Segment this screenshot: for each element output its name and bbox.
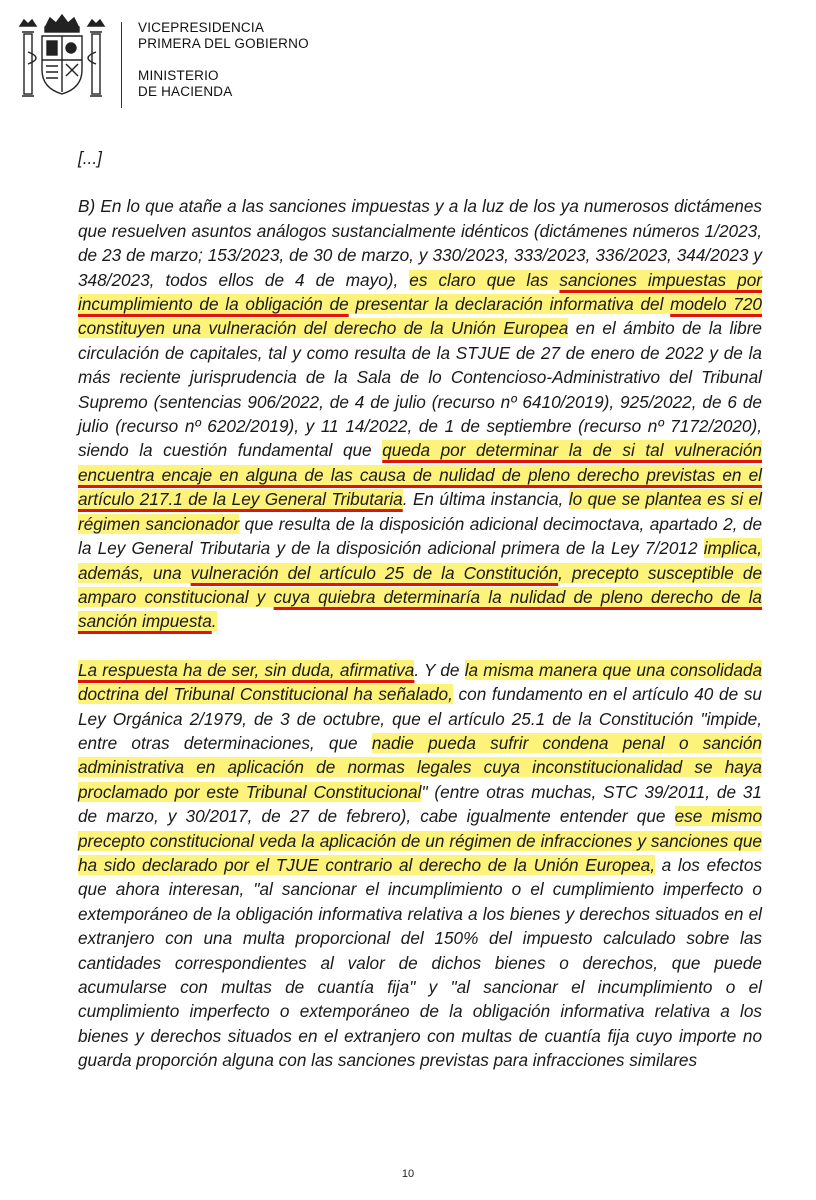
highlighted-text: presentar la declaración informativa del (348, 294, 671, 315)
text-run: en el ámbito de la libre circulación de capitales, tal y como resulta de la STJUE de 27 de enero de 2022 y de la más reciente jurisprudencia de la Sala de lo Contencioso-Administrativo del Tribunal Supremo (sentencias 906/2022, de 4 de julio (recurso nº 6410/2019), 925/2022, de 6 de julio (recurso nº 6202/2019), y 11 14/2022, de 1 de septiembre (recurso nº 7172/2020), siendo la cuestión fundamental que (78, 318, 762, 461)
letterhead-divider (121, 22, 122, 108)
highlighted-text: implica, además, una (78, 538, 762, 583)
highlighted-text: . (211, 611, 217, 632)
highlighted-text: es claro que las (409, 269, 560, 290)
highlighted-underlined-text: modelo 720 (670, 294, 762, 315)
highlighted-underlined-text: vulneración del artículo 25 de la Constitución (190, 562, 559, 583)
text-run: . Y de (414, 659, 465, 680)
ellipsis: [...] (78, 148, 102, 168)
letterhead (14, 12, 414, 112)
document-body (78, 146, 762, 1073)
page-number: 10 (401, 1168, 415, 1180)
text-run: " (entre otras muchas, STC 39/2011, de 31 de marzo, y 30/2017, de 27 de febrero), cabe igualmente entender que (78, 781, 762, 827)
highlighted-text: constituyen una vulneración del derecho de la Unión Europea (78, 318, 569, 339)
highlighted-text: , precepto susceptible de amparo constitucional y (78, 562, 763, 607)
highlighted-underlined-text: sanciones impuestas por incumplimiento de la obligación de (78, 269, 763, 315)
highlighted-underlined-text: La respuesta ha de ser, sin duda, afirmativa (78, 659, 415, 680)
ministry-line-1: VICEPRESIDENCIA (138, 20, 265, 35)
highlighted-underlined-text: queda por determinar la de si tal vulneración encuentra encaje en alguna de las causa de nulidad de pleno derecho previstas en el artículo 217.1 de la Ley General Tributaria (78, 440, 762, 510)
highlighted-text: lo que se plantea es si el régimen sancionador (78, 489, 762, 534)
highlighted-underlined-text: cuya quiebra determinaría la nulidad de pleno derecho de la sanción impuesta (78, 586, 762, 632)
text-run: a los efectos que ahora interesan, "al sancionar el incumplimiento o el cumplimiento imperfecto o extemporáneo de la obligación informativa relativa a los bienes y derechos situados en el extranjero con una multa proporcional del 150% del impuesto calculado sobre las cantidades correspondientes al valor de dichos bienes o derechos, que puede acumularse con multas de cuantía fija" y "al sancionar el incumplimiento o el cumplimiento imperfecto o extemporáneo de la obligación informativa relativa a los bienes y derechos situados en el extranjero con multas de cuantía fija cuyo importe no guarda proporción alguna con las sanciones previstas para infracciones similares (78, 854, 762, 1071)
ministry-line-3: MINISTERIO (138, 68, 219, 83)
highlighted-text: la misma manera que una consolidada doctrina del Tribunal Constitucional ha señalado, (78, 659, 762, 705)
text-run: B) En lo que atañe a las sanciones impuestas y a la luz de los ya numerosos dictámenes que resuelven asuntos análogos sustancialmente idénticos (dictámenes números 1/2023, de 23 de marzo; 153/2023, de 30 de marzo, y 330/2023, 333/2023, 336/2023, 344/2023 y 348/2023, todos ellos de 4 de mayo), (78, 196, 762, 290)
text-run: con fundamento en el artículo 40 de su Ley Orgánica 2/1979, de 3 de octubre, que el artículo 25.1 de la Constitución "impide, entre otras determinaciones, que (78, 684, 762, 753)
ministry-line-2: PRIMERA DEL GOBIERNO (138, 36, 309, 51)
paragraph-1 (78, 194, 762, 633)
ministry-line-4: DE HACIENDA (138, 84, 233, 99)
paragraph-2 (78, 658, 762, 1073)
text-run: . En última instancia, (402, 489, 569, 510)
highlighted-text: nadie pueda sufrir condena penal o sanción administrativa en aplicación de normas legales cuya inconstitucionalidad se haya proclamado por este Tribunal Constitucional (78, 732, 762, 802)
spanish-coat-of-arms-icon (14, 12, 110, 108)
text-run: que resulta de la disposición adicional decimoctava, apartado 2, de la Ley General Tributaria y de la disposición adicional primera de la Ley 7/2012 (78, 513, 763, 559)
highlighted-text: ese mismo precepto constitucional veda la aplicación de un régimen de infracciones y sanciones que ha sido declarado por el TJUE contrario al derecho de la Unión Europea, (78, 806, 762, 875)
